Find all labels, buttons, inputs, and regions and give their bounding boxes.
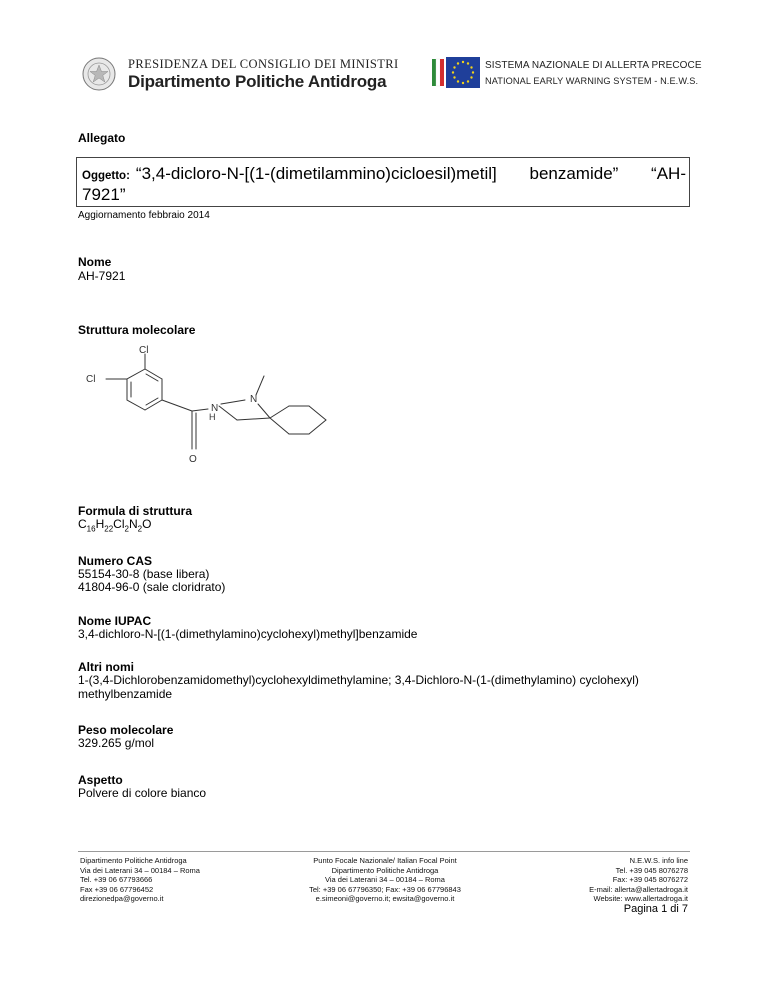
molecular-structure-diagram <box>78 342 340 470</box>
update-date: Aggiornamento febbraio 2014 <box>78 210 210 221</box>
subject-word-3: “AH- <box>651 164 686 183</box>
flags-icon <box>432 57 480 88</box>
formula-label: Formula di struttura <box>78 504 193 518</box>
header-right-logo <box>432 57 702 89</box>
other-names-line-1: 1-(3,4-Dichlorobenzamidomethyl)cyclohexyldimethylamine; 3,4-Dichloro-N-(1-(dimethylamino) cyclohexyl) <box>78 673 639 687</box>
footer-line: e.simeoni@governo.it; ewsita@governo.it <box>315 894 455 904</box>
footer-line: Fax: +39 045 8076272 <box>612 875 688 885</box>
subject-label: Oggetto: <box>82 170 130 182</box>
atom-n-amine: N <box>250 394 258 405</box>
cas-value-free-base: 55154-30-8 (base libera) <box>78 567 210 581</box>
formula-value: $C_{16}H_{22}Cl_2N_2O$ <box>78 517 152 534</box>
other-names-label: Altri nomi <box>78 660 134 674</box>
iupac-value: 3,4-dichloro-N-[(1-(dimethylamino)cyclohexyl)methyl]benzamide <box>78 627 418 641</box>
cas-value-hydrochloride: 41804-96-0 (sale cloridrato) <box>78 580 226 594</box>
footer-line: Fax +39 06 67796452 <box>80 884 154 894</box>
footer-line: Tel. +39 045 8076278 <box>615 865 688 875</box>
structure-label: Struttura molecolare <box>78 323 196 337</box>
footer-column-focal-point <box>280 856 490 904</box>
footer-column-news <box>520 856 688 904</box>
iupac-label: Nome IUPAC <box>78 614 152 628</box>
name-label: Nome <box>78 255 112 269</box>
footer-line: Dipartimento Politiche Antidroga <box>80 856 187 865</box>
subject-box <box>76 157 690 207</box>
appearance-label: Aspetto <box>78 773 123 787</box>
footer-line: Punto Focale Nazionale/ Italian Focal Point <box>313 856 457 865</box>
footer-line: E-mail: allerta@allertadroga.it <box>589 884 688 894</box>
atom-cl-left: Cl <box>86 374 96 385</box>
national-text: NATIONAL EARLY WARNING SYSTEM - N.E.W.S. <box>485 76 699 86</box>
presidenza-text: PRESIDENZA DEL CONSIGLIO DEI MINISTRI <box>128 57 399 71</box>
atom-cl-top: Cl <box>139 345 149 356</box>
subject-part-1 <box>82 164 497 184</box>
appearance-value: Polvere di colore bianco <box>78 786 207 800</box>
footer-line: Tel. +39 06 67793666 <box>80 875 153 885</box>
cas-label: Numero CAS <box>78 554 153 568</box>
footer-column-dpa <box>80 856 200 904</box>
other-names-line-2: methylbenzamide <box>78 687 173 701</box>
subject-line-1 <box>82 164 686 184</box>
page-number: Pagina 1 di 7 <box>623 903 688 915</box>
weight-label: Peso molecolare <box>78 723 174 737</box>
footer-line: N.E.W.S. info line <box>629 856 688 865</box>
republic-emblem-icon <box>82 57 116 91</box>
footer-divider <box>78 851 690 852</box>
atom-n-amide: N <box>211 403 219 414</box>
dipartimento-title: Dipartimento Politiche Antidroga <box>128 72 387 91</box>
footer-line: Via dei Laterani 34 – 00184 – Roma <box>325 875 445 885</box>
footer-line: Via dei Laterani 34 – 00184 – Roma <box>80 865 200 875</box>
subject-word-2: benzamide” <box>529 164 619 183</box>
footer-line: Website: www.allertadroga.it <box>593 894 688 904</box>
attachment-label: Allegato <box>78 131 126 145</box>
footer-line: Dipartimento Politiche Antidroga <box>331 865 439 875</box>
footer-line: Tel: +39 06 67796350; Fax: +39 06 67796843 <box>309 884 461 894</box>
subject-word-1: “3,4-dicloro-N-[(1-(dimetilammino)cicloesil)metil] <box>135 164 497 183</box>
sistema-text: SISTEMA NAZIONALE DI ALLERTA PRECOCE <box>485 60 702 71</box>
weight-value: 329.265 g/mol <box>78 736 155 750</box>
name-value: AH-7921 <box>78 269 126 283</box>
atom-o: O <box>189 454 197 465</box>
subject-line-2: 7921” <box>82 185 126 204</box>
footer-line: direzionedpa@governo.it <box>80 894 164 904</box>
atom-h-amide: H <box>209 412 216 422</box>
header-left-logo <box>82 54 399 94</box>
